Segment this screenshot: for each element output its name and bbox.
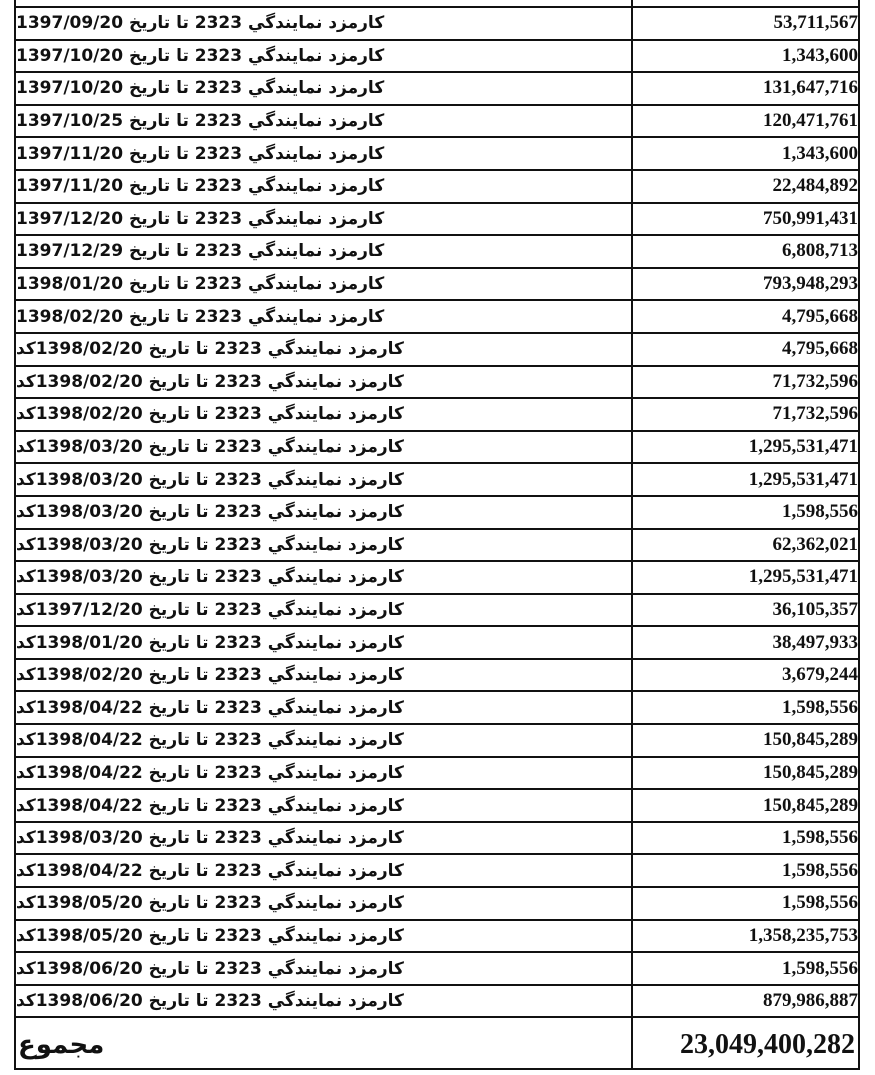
row-description: كارمزد نمايندگي 2323 تا تاريخ 1398/03/20كد: [16, 431, 631, 464]
row-amount: 62,362,021: [631, 529, 858, 562]
row-description: كارمزد نمايندگي 2323 تا تاريخ 1398/03/20كد: [16, 529, 631, 562]
row-description: كارمزد نمايندگي 2323 تا تاريخ 1397/10/20: [16, 72, 631, 105]
row-description: كارمزد نمايندگي 2323 تا تاريخ 1398/01/20: [16, 268, 631, 301]
row-description: كارمزد نمايندگي 2323 تا تاريخ 1398/02/20كد: [16, 333, 631, 366]
row-amount: 38,497,933: [631, 626, 858, 659]
table-row: [16, 366, 858, 399]
table-row: [16, 691, 858, 724]
table-row: [16, 431, 858, 464]
row-amount: 22,484,892: [631, 170, 858, 203]
row-description: كارمزد نمايندگي 2323 تا تاريخ 1398/05/20كد: [16, 920, 631, 953]
row-amount: 150,845,289: [631, 757, 858, 790]
row-amount: 36,105,357: [631, 594, 858, 627]
row-amount: 1,598,556: [631, 496, 858, 529]
row-amount: 1,598,556: [631, 887, 858, 920]
row-amount: 131,647,716: [631, 72, 858, 105]
row-amount: 1,598,556: [631, 691, 858, 724]
table-row: [16, 594, 858, 627]
table-row: [16, 626, 858, 659]
row-description: كارمزد نمايندگي 2323 تا تاريخ 1398/06/20كد: [16, 952, 631, 985]
row-description: كارمزد نمايندگي 2323 تا تاريخ 1397/09/20: [16, 7, 631, 40]
table-row: [16, 170, 858, 203]
row-amount: 1,598,556: [631, 854, 858, 887]
row-description: كارمزد نمايندگي 2323 تا تاريخ 1398/02/20: [16, 300, 631, 333]
row-amount: 71,732,596: [631, 366, 858, 399]
table-row: [16, 398, 858, 431]
total-label: مجموع: [18, 1029, 105, 1060]
table-row: [16, 887, 858, 920]
table-body: [16, 0, 858, 1017]
table-row: [16, 105, 858, 138]
table-row: [16, 235, 858, 268]
total-row: [16, 1017, 858, 1071]
row-amount: 793,948,293: [631, 268, 858, 301]
row-description: كارمزد نمايندگي 2323 تا تاريخ 1398/04/22كد: [16, 757, 631, 790]
column-divider: [631, 0, 633, 1068]
table-row: [16, 333, 858, 366]
table-row-partial: [16, 0, 858, 7]
table-row: [16, 920, 858, 953]
row-amount: 6,808,713: [631, 235, 858, 268]
row-description: كارمزد نمايندگي 2323 تا تاريخ 1397/12/20كد: [16, 594, 631, 627]
row-description: كارمزد نمايندگي 2323 تا تاريخ 1397/11/20: [16, 137, 631, 170]
row-amount: 4,795,668: [631, 300, 858, 333]
table-row: [16, 203, 858, 236]
row-description: كارمزد نمايندگي 2323 تا تاريخ 1398/04/22كد: [16, 789, 631, 822]
row-description: كارمزد نمايندگي 2323 تا تاريخ 1398/01/20كد: [16, 626, 631, 659]
row-description: كارمزد نمايندگي 2323 تا تاريخ 1398/03/20كد: [16, 496, 631, 529]
row-description: كارمزد نمايندگي 2323 تا تاريخ 1397/10/25: [16, 105, 631, 138]
row-amount: 53,711,567: [631, 7, 858, 40]
row-amount: 1,295,531,471: [631, 463, 858, 496]
row-description: كارمزد نمايندگي 2323 تا تاريخ 1398/03/20كد: [16, 561, 631, 594]
total-amount: 23,049,400,282: [680, 1028, 855, 1060]
row-amount: 1,343,600: [631, 137, 858, 170]
table-row: [16, 137, 858, 170]
table-row: [16, 300, 858, 333]
table-row: [16, 757, 858, 790]
table-row: [16, 724, 858, 757]
table-row: [16, 72, 858, 105]
ledger-sheet: [14, 0, 860, 1070]
row-amount: 4,795,668: [631, 333, 858, 366]
row-description: كارمزد نمايندگي 2323 تا تاريخ 1398/04/22كد: [16, 854, 631, 887]
row-description: كارمزد نمايندگي 2323 تا تاريخ 1397/10/20: [16, 40, 631, 73]
table-row: [16, 268, 858, 301]
row-description: كارمزد نمايندگي 2323 تا تاريخ 1398/06/20كد: [16, 985, 631, 1018]
table-row: [16, 529, 858, 562]
row-description: كارمزد نمايندگي 2323 تا تاريخ 1398/02/20كد: [16, 398, 631, 431]
commission-table: [16, 0, 858, 1071]
row-amount: 150,845,289: [631, 724, 858, 757]
row-amount: 1,295,531,471: [631, 561, 858, 594]
row-amount: 3,679,244: [631, 659, 858, 692]
table-row: [16, 7, 858, 40]
row-amount: 1,343,600: [631, 40, 858, 73]
row-description: كارمزد نمايندگي 2323 تا تاريخ 1397/12/29: [16, 235, 631, 268]
row-description: كارمزد نمايندگي 2323 تا تاريخ 1397/11/20: [16, 170, 631, 203]
table-row: [16, 822, 858, 855]
table-row: [16, 40, 858, 73]
table-row: [16, 985, 858, 1018]
row-amount: 120,471,761: [631, 105, 858, 138]
row-amount: 879,986,887: [631, 985, 858, 1018]
table-row: [16, 496, 858, 529]
table-row: [16, 659, 858, 692]
table-row: [16, 854, 858, 887]
row-amount: 150,845,289: [631, 789, 858, 822]
row-description: كارمزد نمايندگي 2323 تا تاريخ 1398/03/20كد: [16, 463, 631, 496]
row-amount: 71,732,596: [631, 398, 858, 431]
row-amount: 1,358,235,753: [631, 920, 858, 953]
row-description: كارمزد نمايندگي 2323 تا تاريخ 1398/04/22كد: [16, 724, 631, 757]
row-amount: 1,598,556: [631, 952, 858, 985]
row-description: كارمزد نمايندگي 2323 تا تاريخ 1398/05/20كد: [16, 887, 631, 920]
row-amount: 1,295,531,471: [631, 431, 858, 464]
table-row: [16, 463, 858, 496]
row-description: كارمزد نمايندگي 2323 تا تاريخ 1398/04/22كد: [16, 691, 631, 724]
table-row: [16, 952, 858, 985]
row-description: كارمزد نمايندگي 2323 تا تاريخ 1397/12/20: [16, 203, 631, 236]
row-description: كارمزد نمايندگي 2323 تا تاريخ 1398/03/20كد: [16, 822, 631, 855]
row-description: كارمزد نمايندگي 2323 تا تاريخ 1398/02/20كد: [16, 659, 631, 692]
row-amount: 1,598,556: [631, 822, 858, 855]
table-row: [16, 789, 858, 822]
row-description: كارمزد نمايندگي 2323 تا تاريخ 1398/02/20كد: [16, 366, 631, 399]
table-row: [16, 561, 858, 594]
row-amount: 750,991,431: [631, 203, 858, 236]
